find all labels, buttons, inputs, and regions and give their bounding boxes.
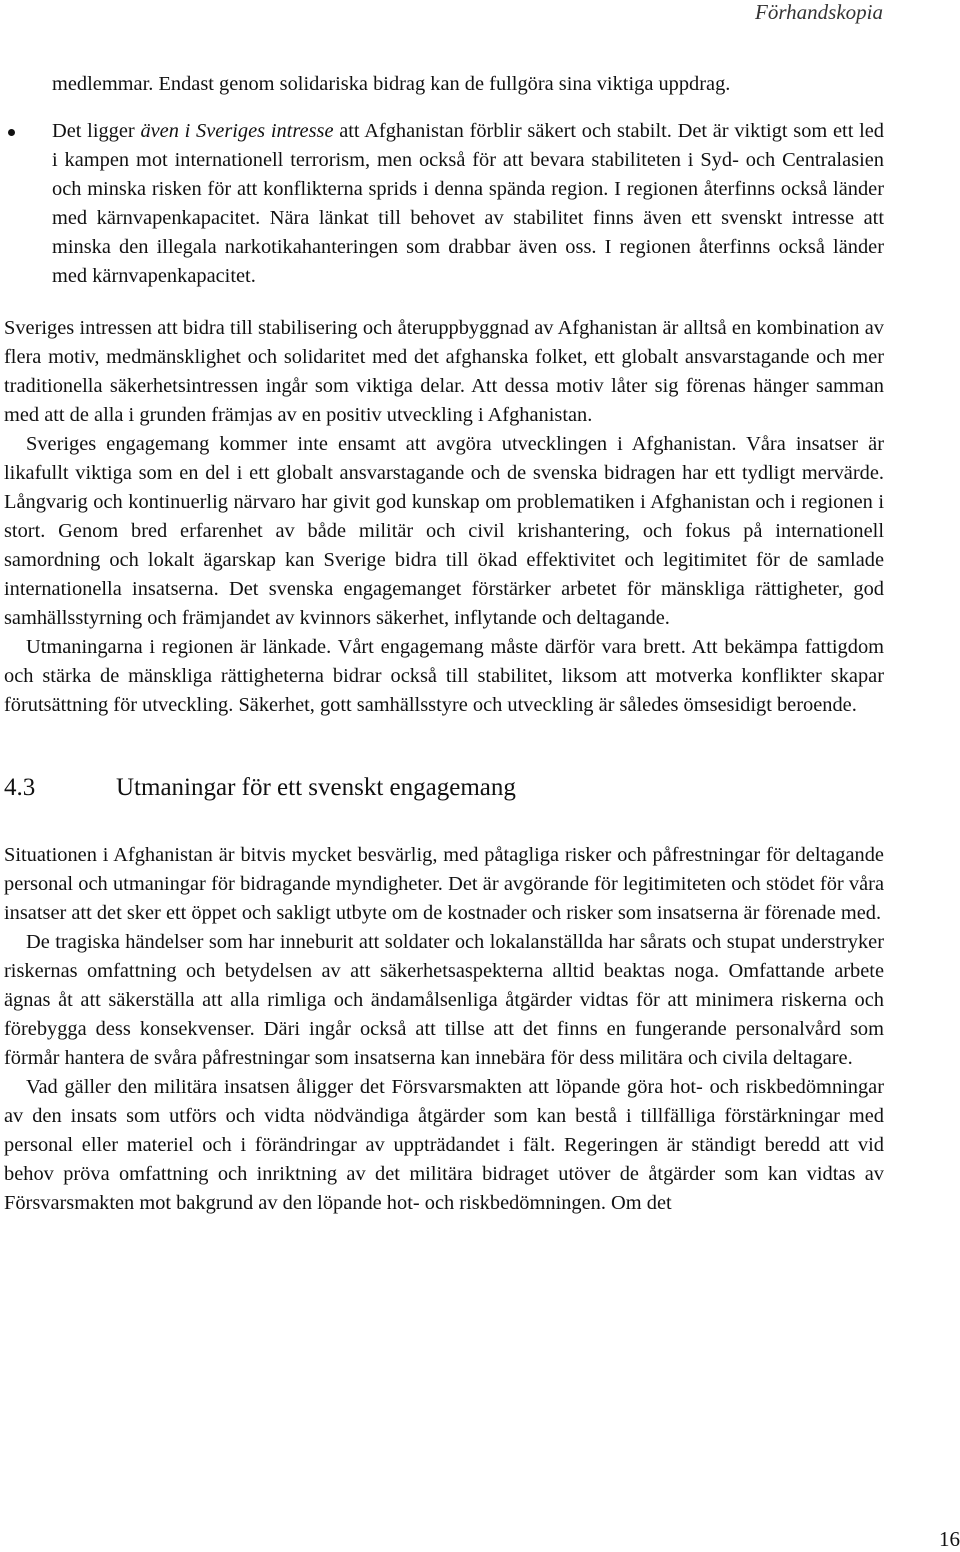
bullet-dot-icon [8, 129, 15, 136]
body-paragraph: Sveriges intressen att bidra till stabilisering och återuppbyggnad av Afghanistan är alltså en kombination av flera motiv, medmänsklighet och solidaritet med det afghanska folket, ett globalt ansvarstagande och mer traditionella säkerhetsintressen ingår som viktiga delar. Att dessa motiv låter sig förenas hänger samman med att de alla i grunden främjas av en positiv utveckling i Afghanistan. [4, 317, 884, 426]
section-title: Utmaningar för ett svenskt engagemang [116, 774, 516, 801]
bullet-rest: att Afghanistan förblir säkert och stabilt. Det är viktigt som ett led i kampen mot internationell terrorism, men också för att bevara stabiliteten i Syd- och Centralasien och minska risken för att konflikterna sprids i denna spända region. I regionen återfinns också länder med kärnvapenkapacitet. Nära länkat till behovet av stabilitet finns även ett svenskt intresse att minska den illegala narkotikahanteringen som drabbar även oss. I regionen återfinns också länder med kärnvapenkapacitet. [52, 120, 884, 287]
section-heading [4, 773, 884, 803]
section-paragraph: Situationen i Afghanistan är bitvis mycket besvärlig, med påtagliga risker och påfrestningar för deltagande personal och utmaningar för bidragande myndigheter. Det är avgörande för legitimiteten och stödet för våra insatser att det sker ett öppet och sakligt utbyte om de kostnader och risker som insatserna är förenade med. [4, 844, 884, 924]
body-paragraph: Utmaningarna i regionen är länkade. Vårt engagemang måste därför vara brett. Att bekämpa fattigdom och stärka de mänskliga rättigheterna bidrar också till stabilitet, liksom att motverka konflikter skapar förutsättning för utveckling. Säkerhet, gott samhällsstyre och utveckling är således ömsesidigt beroende. [4, 636, 884, 716]
section-number: 4.3 [4, 774, 36, 801]
section-paragraph: Vad gäller den militära insatsen åligger det Försvarsmakten att löpande göra hot- och riskbedömningar av den insats som utförs och vidta nödvändiga åtgärder som kan bestå i tillfälliga förstärkningar med personal eller materiel och i förändringar av uppträdandet i fält. Regeringen är ständigt beredd att vid behov pröva omfattning och inriktning av det militära bidraget utöver de åtgärder som kan vidtas av Försvarsmakten mot bakgrund av den löpande hot- och riskbedömningen. Om det [4, 1076, 884, 1214]
bullet-item [4, 117, 884, 291]
document-body [4, 70, 884, 1218]
body-paragraph: Sveriges engagemang kommer inte ensamt att avgöra utvecklingen i Afghanistan. Våra insatser är likafullt viktiga som en del i ett globalt ansvarstagande och de svenska bidragen har ett tydligt mervärde. Långvarig och kontinuerlig närvaro har givit god kunskap om problematiken i Afghanistan och i regionen i stort. Genom bred erfarenhet av både militär och civil krishantering, och fokus på internationell samordning och lokalt ägarskap kan Sverige bidra till ökad effektivitet och legitimitet för de samlade internationella insatserna. Det svenska engagemanget förstärker arbetet för mänskliga rättigheter, god samhällsstyrning och främjandet av kvinnors säkerhet, inflytande och deltagande. [4, 433, 884, 629]
bullet-list [4, 117, 884, 291]
bullet-lead: Det ligger [52, 120, 141, 142]
bullet-emphasis: även i Sveriges intresse [140, 120, 334, 142]
section-paragraph: De tragiska händelser som har inneburit att soldater och lokalanställda har sårats och stupat understryker riskernas omfattning och betydelsen av att säkerhetsaspekterna alltid beaktas noga. Omfattande arbete ägnas åt att säkerställa att alla rimliga och ändamålsenliga åtgärder vidtas för att minimera riskerna och förebygga dess konsekvenser. Däri ingår också att tillse att det finns en fungerande personalvård som förmår hantera de svåra påfrestningar som insatserna kan innebära för dess militära och civila deltagare. [4, 931, 884, 1069]
draft-label: Förhandskopia [755, 0, 883, 24]
page-number: 16 [939, 1527, 960, 1551]
continuation-text: medlemmar. Endast genom solidariska bidrag kan de fullgöra sina viktiga uppdrag. [52, 73, 731, 95]
